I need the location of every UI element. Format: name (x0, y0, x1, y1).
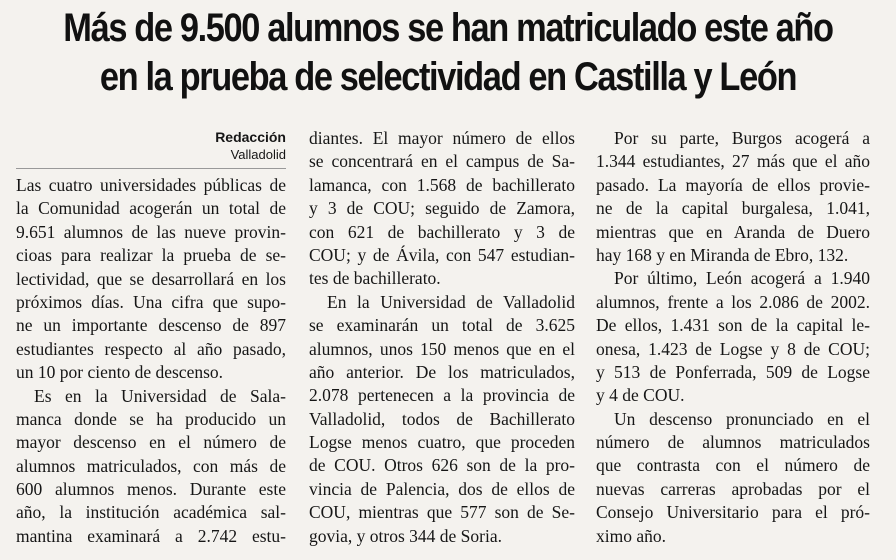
text-line: mayor descenso en el número de (16, 432, 286, 453)
text-line: hay 168 y en Miranda de Ebro, 132. (596, 244, 849, 265)
text-line: con 621 de bachillerato y 3 de (309, 221, 575, 242)
text-line: Logse menos cuatro, que proceden (309, 432, 575, 453)
text-line: Por su parte, Burgos acogerá a (614, 128, 870, 148)
text-line: lamanca, con 1.568 de bachillerato (309, 174, 575, 195)
text-line: En la Universidad de Valladolid (327, 291, 575, 312)
text-line: Es en la Universidad de Sala- (34, 385, 286, 406)
text-line: alumnos, unos 150 menos que en el (309, 338, 575, 359)
text-line: diantes. El mayor número de ellos (309, 128, 575, 148)
text-line: ne un importante descenso de 897 (16, 315, 286, 336)
text-line: año anterior. De los matriculados, (309, 361, 575, 382)
text-line: tes de bachillerato. (309, 268, 441, 289)
text-line: y 513 de Ponferrada, 509 de Logse (596, 361, 870, 382)
text-line: De ellos, 1.431 son de la capital le- (596, 315, 870, 336)
text-line: un 10 por ciento de descenso. (16, 362, 224, 383)
text-line: pasado. La mayoría de ellos provie- (596, 174, 870, 195)
text-line: 600 alumnos menos. Durante este (16, 479, 286, 500)
text-line: Por último, León acogerá a 1.940 (614, 268, 870, 289)
text-line: alumnos matriculados, con más de (16, 455, 286, 476)
text-line: estudiantes respecto al año pasado, (16, 338, 286, 359)
text-line: mantina examinará a 2.742 estu- (16, 525, 286, 546)
text-line: se examinarán un total de 3.625 (309, 315, 575, 336)
text-line: Consejo Universitario para el pró- (596, 502, 870, 523)
text-line: nuevas carreras aprobadas por el (596, 478, 870, 499)
byline-place: Valladolid (230, 147, 286, 162)
text-line: próximos días. Una cifra que supo- (16, 291, 286, 312)
text-line: 1.344 estudiantes, 27 más que el año (596, 151, 870, 172)
text-line: se concentrará en el campus de Sa- (309, 151, 575, 172)
text-line: la Comunidad acogerán un total de (16, 198, 286, 219)
text-line: COU, mientras que 577 son de Se- (309, 502, 575, 523)
text-line: alumnos, frente a los 2.086 de 2002. (596, 291, 870, 312)
article-column-3 (596, 127, 870, 548)
text-line: 9.651 alumnos de las nueve provin- (16, 221, 286, 242)
text-line: mientras que en Aranda de Duero (596, 221, 870, 242)
text-line: manca donde se ha producido un (16, 408, 286, 429)
text-line: número de alumnos matriculados (596, 432, 870, 453)
text-line: onesa, 1.423 de Logse y 8 de COU; (596, 338, 870, 359)
text-line: de COU. Otros 626 son de la pro- (309, 455, 575, 476)
text-line: que contrasta con el número de (596, 455, 870, 476)
text-line: ne de la capital burgalesa, 1.041, (596, 198, 870, 219)
text-line: vincia de Palencia, dos de ellos de (309, 478, 575, 499)
text-line: Las cuatro universidades públicas de (16, 175, 286, 195)
text-line: y 3 de COU; seguido de Zamora, (309, 198, 575, 219)
headline-line-1: Más de 9.500 alumnos se han matriculado este año (63, 6, 833, 50)
text-line: y 4 de COU. (596, 385, 685, 406)
article-headline (63, 4, 834, 102)
text-line: govia, y otros 344 de Soria. (309, 525, 502, 546)
article-column-2 (309, 127, 575, 548)
text-line: cioas para realizar la prueba de se- (16, 245, 286, 266)
text-line: lectividad, que se desarrollará en los (16, 268, 286, 289)
text-line: COU; y de Ávila, con 547 estudian- (309, 244, 575, 265)
byline-author: Redacción (215, 129, 286, 145)
text-line: Valladolid, todos de Bachillerato (309, 408, 575, 429)
text-line: año, la institución académica sal- (16, 502, 286, 523)
text-line: Un descenso pronunciado en el (614, 408, 870, 429)
text-line: ximo año. (596, 525, 666, 546)
text-line: 2.078 pertenecen a la provincia de (309, 385, 575, 406)
article-column-1 (16, 174, 286, 548)
headline-line-2: en la prueba de selectividad en Castilla y León (99, 55, 797, 99)
byline (16, 128, 286, 169)
